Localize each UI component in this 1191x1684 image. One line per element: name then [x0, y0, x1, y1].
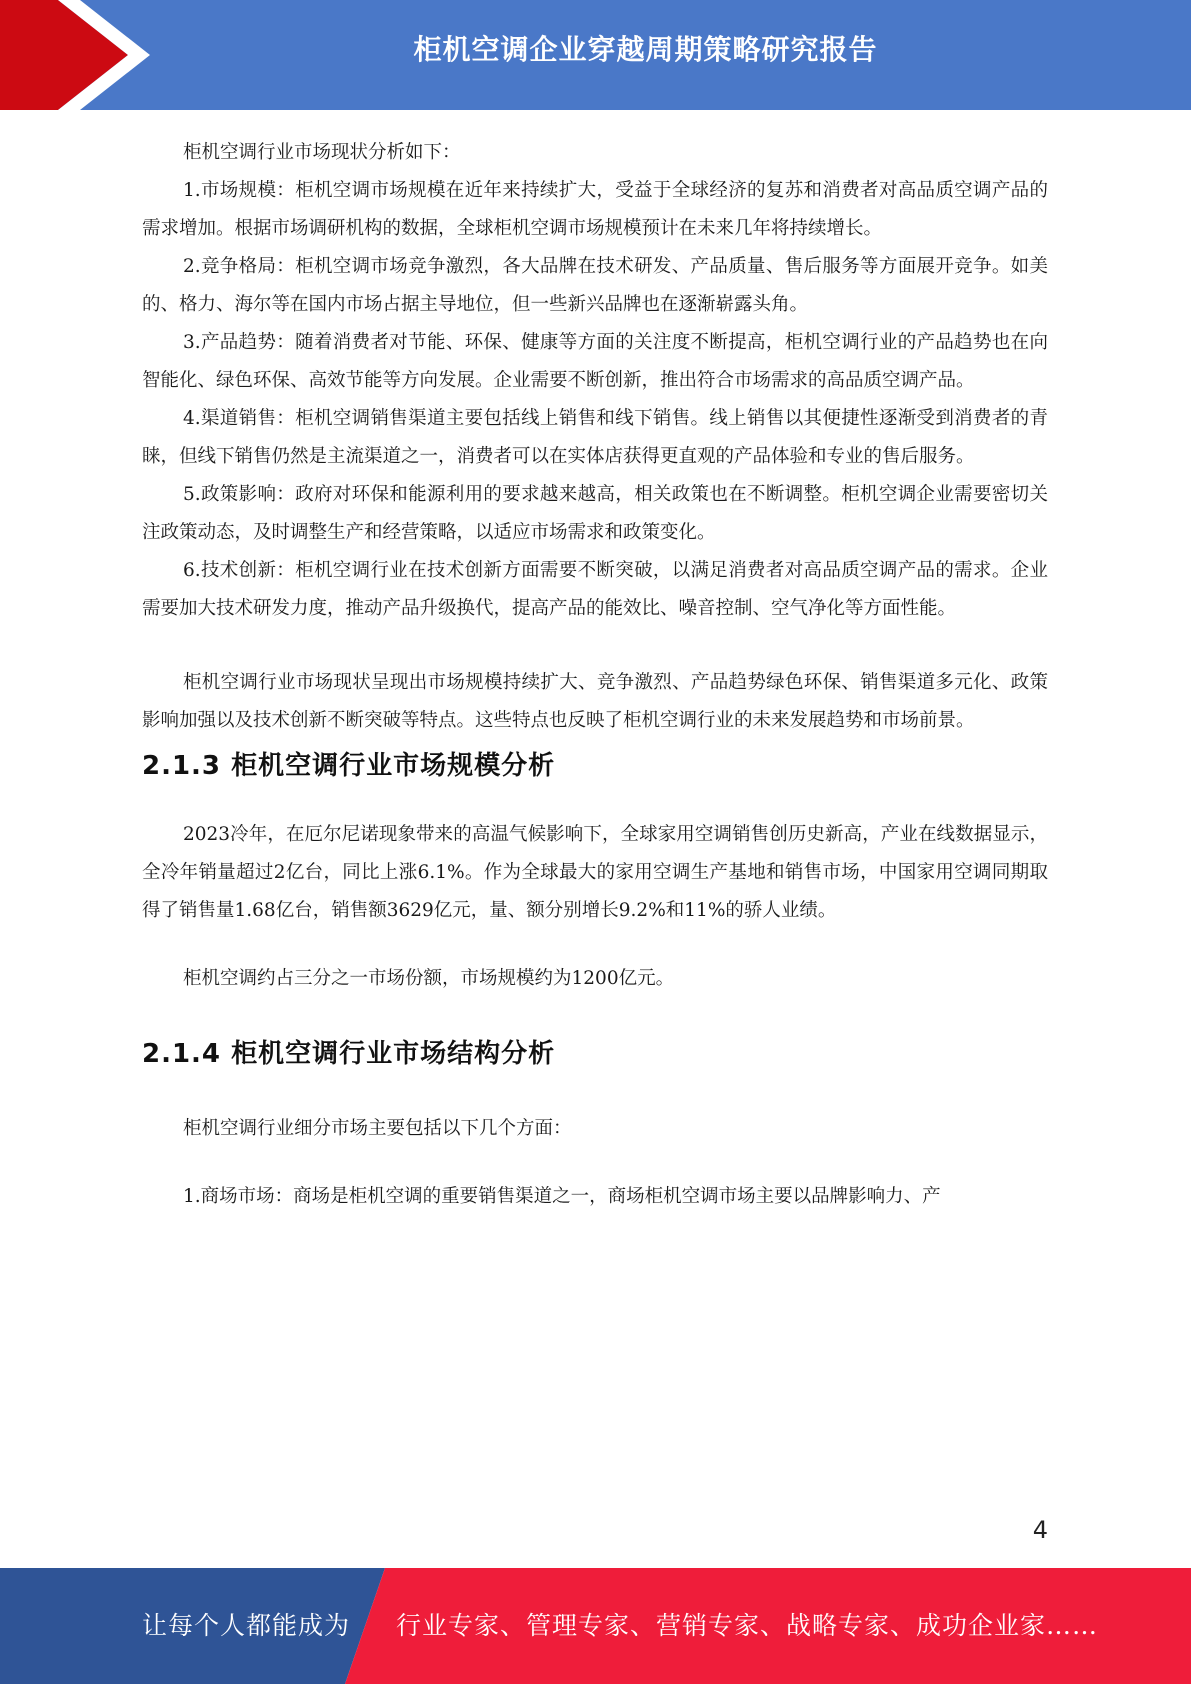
policy-impact-paragraph: 5.政策影响：政府对环保和能源利用的要求越来越高，相关政策也在不断调整。柜机空调企业需要密切关注政策动态，及时调整生产和经营策略，以适应市场需求和政策变化。	[142, 484, 1048, 543]
section-heading-2-1-3: 2.1.3 柜机空调行业市场规模分析	[142, 751, 556, 781]
tech-innovation-paragraph: 6.技术创新：柜机空调行业在技术创新方面需要不断突破，以满足消费者对高品质空调产品的需求。企业需要加大技术研发力度，推动产品升级换代，提高产品的能效比、噪音控制、空气净化等方面性能。	[142, 560, 1048, 619]
document-body	[142, 134, 1048, 1216]
section-heading-2-1-4: 2.1.4 柜机空调行业市场结构分析	[142, 1039, 556, 1069]
page-footer-banner	[0, 1568, 1191, 1684]
summary-paragraph: 柜机空调行业市场现状呈现出市场规模持续扩大、竞争激烈、产品趋势绿色环保、销售渠道多元化、政策影响加强以及技术创新不断突破等特点。这些特点也反映了柜机空调行业的未来发展趋势和市场前景。	[142, 672, 1048, 731]
segment-intro-paragraph: 柜机空调行业细分市场主要包括以下几个方面：	[183, 1118, 572, 1139]
market-scale-paragraph: 1.市场规模：柜机空调市场规模在近年来持续扩大，受益于全球经济的复苏和消费者对高品质空调产品的需求增加。根据市场调研机构的数据，全球柜机空调市场规模预计在未来几年将持续增长。	[142, 180, 1048, 239]
report-title: 柜机空调企业穿越周期策略研究报告	[413, 33, 878, 66]
market-share-paragraph: 柜机空调约占三分之一市场份额，市场规模约为1200亿元。	[183, 968, 675, 989]
mall-market-paragraph: 1.商场市场：商场是柜机空调的重要销售渠道之一，商场柜机空调市场主要以品牌影响力、产	[183, 1186, 941, 1207]
footer-slogan-right: 行业专家、管理专家、营销专家、战略专家、成功企业家……	[396, 1611, 1099, 1640]
footer-slogan-left: 让每个人都能成为	[142, 1611, 351, 1640]
competition-paragraph: 2.竞争格局：柜机空调市场竞争激烈，各大品牌在技术研发、产品质量、售后服务等方面展开竞争。如美的、格力、海尔等在国内市场占据主导地位，但一些新兴品牌也在逐渐崭露头角。	[142, 256, 1048, 315]
market-size-paragraph: 2023冷年，在厄尔尼诺现象带来的高温气候影响下，全球家用空调销售创历史新高，产业在线数据显示，全冷年销量超过2亿台，同比上涨6.1%。作为全球最大的家用空调生产基地和销售市场，中国家用空调同期取得了销售量1.68亿台，销售额3629亿元，量、额分别增长9.2%和11%的骄人业绩。	[142, 824, 1048, 921]
page-number: 4	[1032, 1516, 1048, 1544]
channel-sales-paragraph: 4.渠道销售：柜机空调销售渠道主要包括线上销售和线下销售。线上销售以其便捷性逐渐受到消费者的青睐，但线下销售仍然是主流渠道之一，消费者可以在实体店获得更直观的产品体验和专业的售后服务。	[142, 408, 1048, 467]
product-trend-paragraph: 3.产品趋势：随着消费者对节能、环保、健康等方面的关注度不断提高，柜机空调行业的产品趋势也在向智能化、绿色环保、高效节能等方向发展。企业需要不断创新，推出符合市场需求的高品质空调产品。	[142, 332, 1048, 391]
page-header-banner	[0, 0, 1191, 110]
intro-paragraph: 柜机空调行业市场现状分析如下：	[183, 142, 461, 163]
